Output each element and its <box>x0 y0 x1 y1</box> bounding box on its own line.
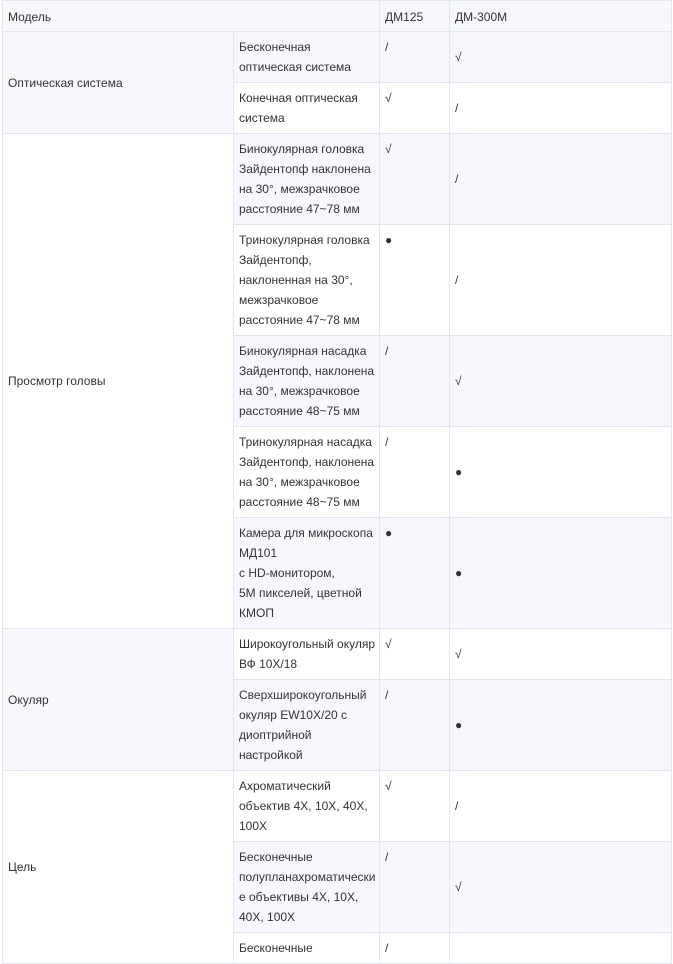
feature-cell: Ахроматический объектив 4X, 10X, 40X, 100X <box>234 771 380 842</box>
group-label-objective: Цель <box>3 771 234 964</box>
group-label-optical-system: Оптическая система <box>3 32 234 134</box>
dm125-mark: / <box>380 842 450 933</box>
feature-cell: Тринокулярная головка Зайдентопф, наклоненная на 30°, межзрачковое расстояние 47~78 мм <box>234 225 380 336</box>
dm300m-mark: ● <box>450 427 672 518</box>
header-dm300m: ДМ-300М <box>450 1 672 32</box>
dm300m-mark: √ <box>450 32 672 83</box>
dm125-mark: √ <box>380 629 450 680</box>
group-label-eyepiece: Окуляр <box>3 629 234 771</box>
dm300m-mark: √ <box>450 336 672 427</box>
dm125-mark: ● <box>380 518 450 629</box>
dm300m-mark <box>450 933 672 964</box>
dm300m-mark: / <box>450 225 672 336</box>
feature-cell: Бинокулярная головка Зайдентопф наклонена на 30°, межзрачковое расстояние 47~78 мм <box>234 134 380 225</box>
table-header-row <box>3 1 672 32</box>
header-model: Модель <box>3 1 380 32</box>
table-row <box>3 629 672 680</box>
dm300m-mark: √ <box>450 842 672 933</box>
table-row <box>3 134 672 225</box>
dm125-mark: / <box>380 933 450 964</box>
dm125-mark: √ <box>380 771 450 842</box>
dm300m-mark: / <box>450 771 672 842</box>
dm300m-mark: / <box>450 134 672 225</box>
dm125-mark: ● <box>380 225 450 336</box>
feature-cell: Камера для микроскопа МД101 с HD-монитором, 5М пикселей, цветной КМОП <box>234 518 380 629</box>
feature-cell: Бесконечные <box>234 933 380 964</box>
spec-table <box>2 0 672 964</box>
feature-cell: Бесконечная оптическая система <box>234 32 380 83</box>
dm125-mark: / <box>380 680 450 771</box>
dm300m-mark: ● <box>450 518 672 629</box>
feature-cell: Сверхширокоугольный окуляр EW10X/20 с диоптрийной настройкой <box>234 680 380 771</box>
dm125-mark: / <box>380 336 450 427</box>
dm300m-mark: ● <box>450 680 672 771</box>
feature-cell: Широкоугольный окуляр ВФ 10X/18 <box>234 629 380 680</box>
dm125-mark: √ <box>380 134 450 225</box>
dm300m-mark: √ <box>450 629 672 680</box>
table-row <box>3 32 672 83</box>
dm125-mark: √ <box>380 83 450 134</box>
feature-cell: Тринокулярная насадка Зайдентопф, наклонена на 30°, межзрачковое расстояние 48~75 мм <box>234 427 380 518</box>
dm125-mark: / <box>380 32 450 83</box>
header-dm125: ДМ125 <box>380 1 450 32</box>
feature-cell: Бесконечные полупланахроматические объективы 4X, 10X, 40X, 100X <box>234 842 380 933</box>
feature-cell: Конечная оптическая система <box>234 83 380 134</box>
group-label-viewing-head: Просмотр головы <box>3 134 234 629</box>
table-row <box>3 771 672 842</box>
feature-cell: Бинокулярная насадка Зайдентопф, наклонена на 30°, межзрачковое расстояние 48~75 мм <box>234 336 380 427</box>
dm125-mark: / <box>380 427 450 518</box>
dm300m-mark: / <box>450 83 672 134</box>
